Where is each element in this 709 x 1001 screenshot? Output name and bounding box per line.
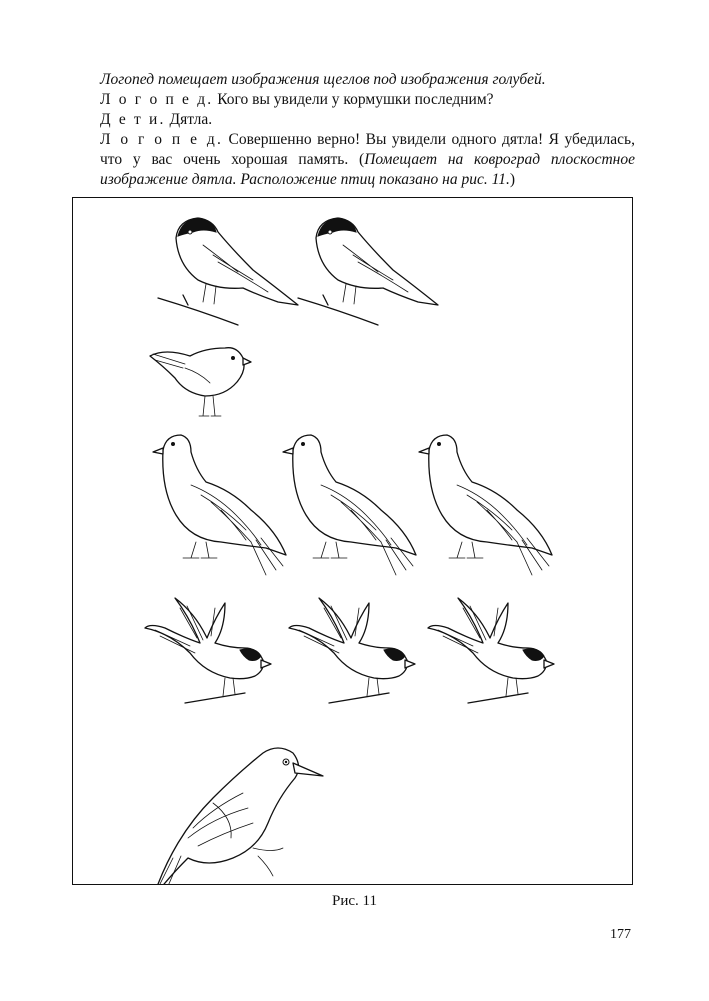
bird-goldfinch-2	[289, 598, 415, 703]
dialogue-text: Кого вы увидели у кормушки последним?	[213, 91, 494, 108]
page-number: 177	[610, 927, 631, 942]
bird-goldfinch-1	[145, 598, 271, 703]
speaker-label: Л о г о п е д.	[100, 91, 214, 108]
dialogue-text: Дятла.	[165, 111, 213, 128]
figure-frame	[72, 197, 633, 885]
bird-goldfinch-3	[428, 598, 554, 703]
bird-pigeon-2	[283, 435, 416, 575]
bird-bullfinch-2	[298, 218, 438, 325]
bird-woodpecker	[153, 748, 323, 884]
closing-paren: )	[509, 171, 516, 188]
stage-direction: Логопед помещает изображения щеглов под изображения голубей.	[100, 71, 546, 88]
dialogue-line-speech-therapist-2	[100, 130, 635, 190]
bird-sparrow	[150, 348, 251, 416]
speaker-label: Л о г о п е д.	[100, 131, 224, 148]
body-text	[100, 70, 635, 190]
figure-caption: Рис. 11	[332, 893, 377, 909]
dialogue-text: Совершенно верно! Вы увидели одного дятла! Я убедилась, что у вас очень хорошая память. (	[100, 131, 635, 168]
dialogue-line-children	[100, 110, 635, 130]
dialogue-line-speech-therapist	[100, 90, 635, 110]
bird-illustration	[73, 198, 632, 884]
bird-pigeon-3	[419, 435, 552, 575]
speaker-label: Д е т и.	[100, 111, 166, 128]
bird-bullfinch-1	[158, 218, 298, 325]
stage-direction-inline: Помещает на ковроград плоскостное изображение дятла. Расположение птиц показано на рис. 11.	[100, 151, 635, 188]
bird-pigeon-1	[153, 435, 286, 575]
